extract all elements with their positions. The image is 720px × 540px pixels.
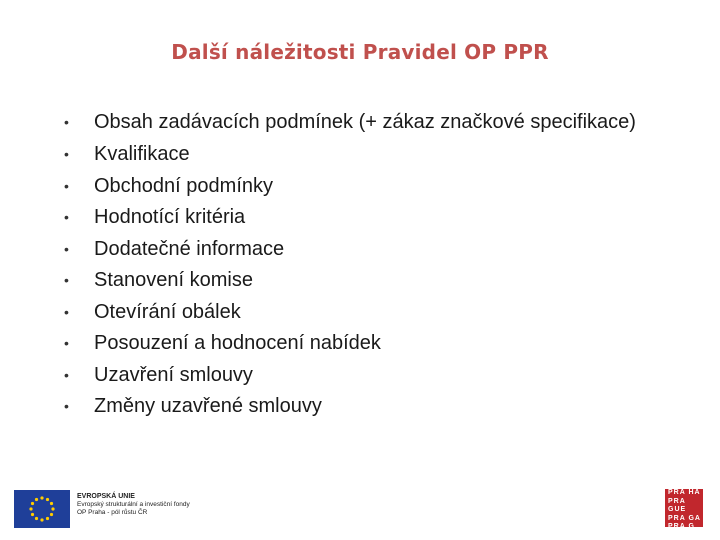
bullet-item bbox=[64, 113, 664, 132]
bullet-text: Kvalifikace bbox=[94, 143, 190, 165]
praha-logo-line: PRA GUE bbox=[668, 497, 687, 513]
bullet-item bbox=[64, 365, 664, 385]
bullet-item bbox=[64, 333, 664, 353]
bullet-item bbox=[64, 270, 664, 290]
bullet-text: Dodatečné informace bbox=[94, 237, 285, 260]
bullet-text: Stanovení komise bbox=[94, 269, 253, 291]
praha-logo-line: PRA GA bbox=[668, 514, 701, 522]
bullet-dot: • bbox=[64, 335, 69, 351]
bullet-text: Posouzení a hodnocení nabídek bbox=[94, 332, 381, 354]
bullet-dot: • bbox=[64, 303, 69, 320]
bullet-item bbox=[64, 144, 664, 164]
eu-funding-text bbox=[77, 493, 190, 517]
bullet-dot: • bbox=[64, 366, 69, 383]
bullet-dot: • bbox=[64, 272, 69, 288]
bullet-dot: • bbox=[64, 146, 69, 162]
bullet-text: Obsah zadávacích podmínek (+ zákaz značkové specifikace) bbox=[94, 111, 636, 133]
footer bbox=[0, 485, 720, 540]
bullet-list bbox=[64, 113, 664, 428]
bullet-item bbox=[64, 239, 664, 259]
praha-logo-line: PRA HA bbox=[668, 489, 701, 496]
slide-title: Další náležitosti Pravidel OP PPR bbox=[171, 40, 549, 64]
eu-flag-icon bbox=[14, 490, 70, 528]
eu-line-2: OP Praha - pól růstu ČR bbox=[77, 509, 148, 516]
bullet-item bbox=[64, 396, 664, 416]
bullet-dot: • bbox=[64, 398, 69, 414]
bullet-item bbox=[64, 176, 664, 196]
praha-logo-icon bbox=[665, 489, 703, 530]
bullet-dot: • bbox=[64, 177, 69, 194]
bullet-text: Změny uzavřené smlouvy bbox=[94, 395, 322, 417]
eu-line-1: Evropský strukturální a investiční fondy bbox=[77, 501, 190, 508]
bullet-text: Uzavření smlouvy bbox=[94, 363, 253, 386]
eu-heading: EVROPSKÁ UNIE bbox=[77, 493, 135, 500]
eu-flag-stars bbox=[14, 490, 70, 528]
bullet-dot: • bbox=[64, 240, 69, 257]
bullet-text: Hodnotící kritéria bbox=[94, 206, 246, 228]
bullet-item bbox=[64, 207, 664, 227]
bullet-dot: • bbox=[64, 209, 69, 225]
bullet-text: Otevírání obálek bbox=[94, 300, 241, 323]
bullet-text: Obchodní podmínky bbox=[94, 174, 273, 197]
bullet-dot: • bbox=[64, 114, 69, 130]
bullet-item bbox=[64, 302, 664, 322]
praha-logo-line: PRA G bbox=[668, 523, 695, 530]
